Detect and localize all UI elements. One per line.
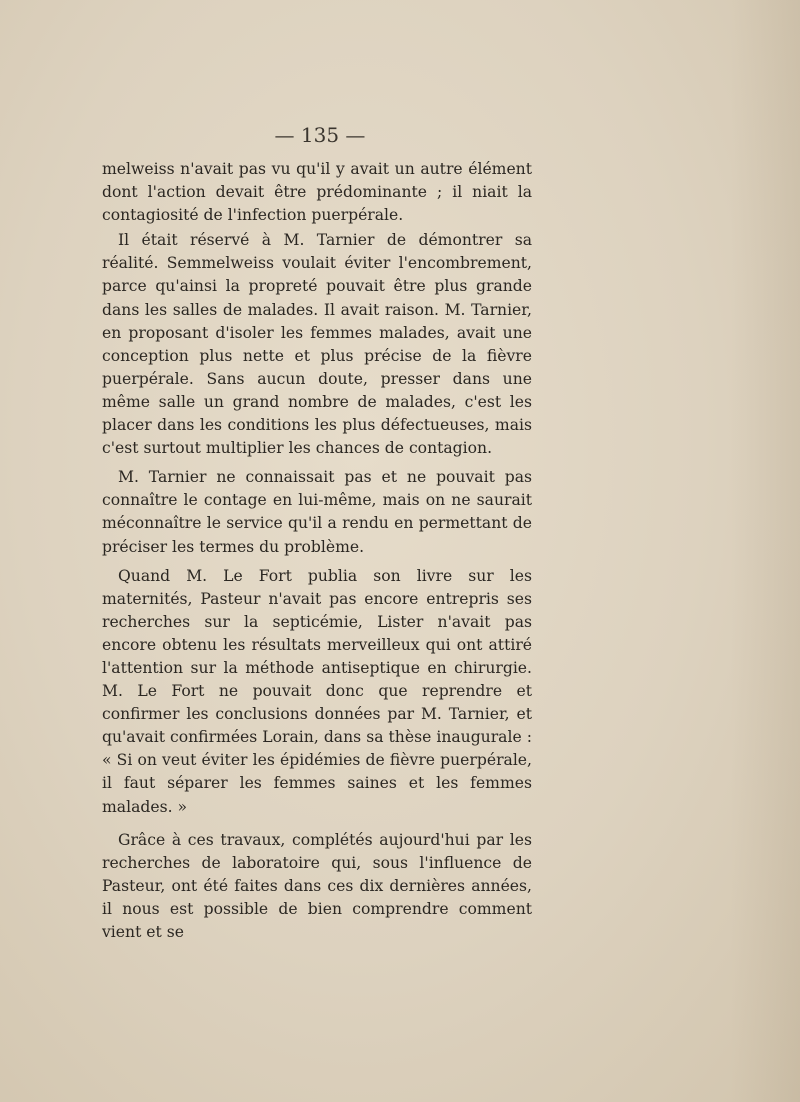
paragraph-5: Grâce à ces travaux, complétés aujourd'hui par les recherches de laboratoire qui, sous l'influence de Pasteur, ont été faites dans ces dix dernières années, il nous est possible de bien comprendre comment vient et se [102,830,532,941]
paragraph-2: Il était réservé à M. Tarnier de démontrer sa réalité. Semmelweiss voulait éviter l'encombrement, parce qu'ainsi la propreté pouvait être plus grande dans les salles de malades. Il avait raison. M. Tarnier, en proposant d'isoler les femmes malades, avait une conception plus nette et plus précise de la fièvre puerpérale. Sans aucun doute, presser dans une même salle un grand nombre de malades, c'est les placer dans les conditions les plus défectueuses, mais c'est surtout multiplier les chances de contagion. [102,231,532,458]
paragraph-1: melweiss n'avait pas vu qu'il y avait un autre élément dont l'action devait être prédominante ; il niait la contagiosité de l'infection puerpérale. [102,160,532,225]
paragraph-3: M. Tarnier ne connaissait pas et ne pouvait pas connaître le contage en lui-même, mais on ne saurait méconnaître le service qu'il a rendu en permettant de préciser les termes du problème. [102,468,532,556]
paragraph-4: Quand M. Le Fort publia son livre sur les maternités, Pasteur n'avait pas encore entrepris ses recherches sur la septicémie, Lister n'avait pas encore obtenu les résultats merveilleux qui ont attiré l'attention sur la méthode antiseptique en chirurgie. M. Le Fort ne pouvait donc que reprendre et confirmer les conclusions données par M. Tarnier, et qu'avait confirmées Lorain, dans sa thèse inaugurale : « Si on veut éviter les épidémies de fièvre puerpérale, il faut séparer les femmes saines et les femmes malades. » [102,566,532,816]
body-text [102,158,532,944]
page-number: — 135 — [274,123,366,147]
page-edge-shadow [730,0,800,1102]
